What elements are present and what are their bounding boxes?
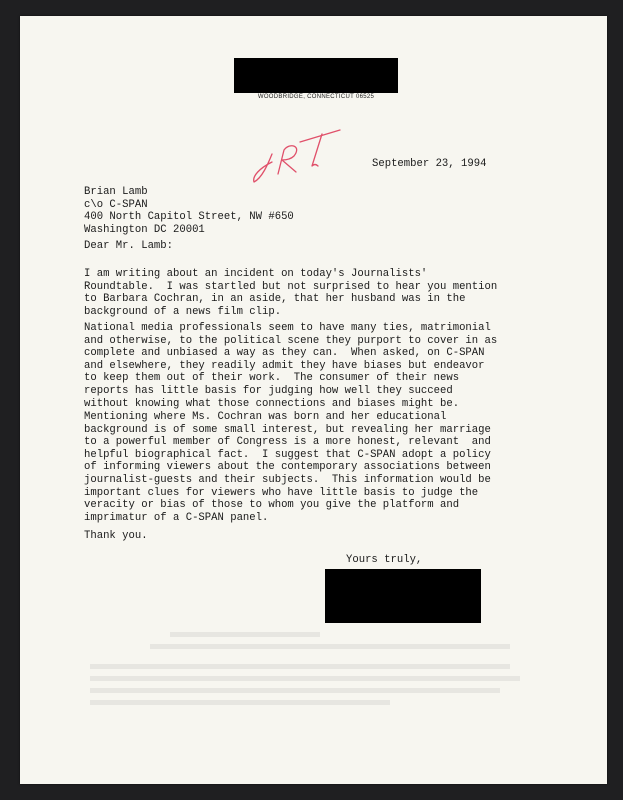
body-paragraph-3: Mentioning where Ms. Cochran was born and her educational background is of some small interest, but revealing her marriage to a powerful member of Congress is a more honest, relevant and helpful biographical fact. I suggest that C-SPAN adopt a policy of informing viewers about the contemporary associations between journalist-guests and their subjects. This information would be important clues for viewers who have little basis to judge the veracity or bias of those to whom you give the platform and imprimatur of a C-SPAN panel. bbox=[84, 411, 491, 524]
letter-date: September 23, 1994 bbox=[372, 158, 487, 170]
recipient-address bbox=[84, 186, 294, 236]
bleed-through-text bbox=[80, 628, 550, 708]
recipient-street: 400 North Capitol Street, NW #650 bbox=[84, 211, 294, 224]
salutation: Dear Mr. Lamb: bbox=[84, 240, 174, 252]
letterhead-location: WOODBRIDGE, CONNECTICUT 06525 bbox=[257, 94, 375, 100]
thanks-line: Thank you. bbox=[84, 530, 148, 542]
letterhead-redaction bbox=[234, 58, 398, 93]
body-paragraph-1: I am writing about an incident on today's Journalists' Roundtable. I was startled but not surprised to hear you mention to Barbara Cochran, in an aside, that her husband was in the background of a news film clip. bbox=[84, 268, 498, 318]
handwritten-initials bbox=[250, 120, 350, 190]
closing-line: Yours truly, bbox=[346, 554, 423, 566]
recipient-name: Brian Lamb bbox=[84, 186, 148, 198]
letter-page bbox=[20, 16, 607, 784]
signature-redaction bbox=[325, 569, 481, 623]
recipient-organization: c\o C-SPAN bbox=[84, 198, 148, 211]
recipient-city: Washington DC 20001 bbox=[84, 223, 205, 236]
body-paragraph-2: National media professionals seem to have many ties, matrimonial and otherwise, to the political scene they purport to cover in as complete and unbiased a way as they can. When asked, on C-SPAN and elsewhere, they readily admit they have biases but endeavor to keep them out of their work. The consumer of their news reports has little basis for judging how well they succeed without knowing what those connections and biases might be. bbox=[84, 322, 498, 410]
